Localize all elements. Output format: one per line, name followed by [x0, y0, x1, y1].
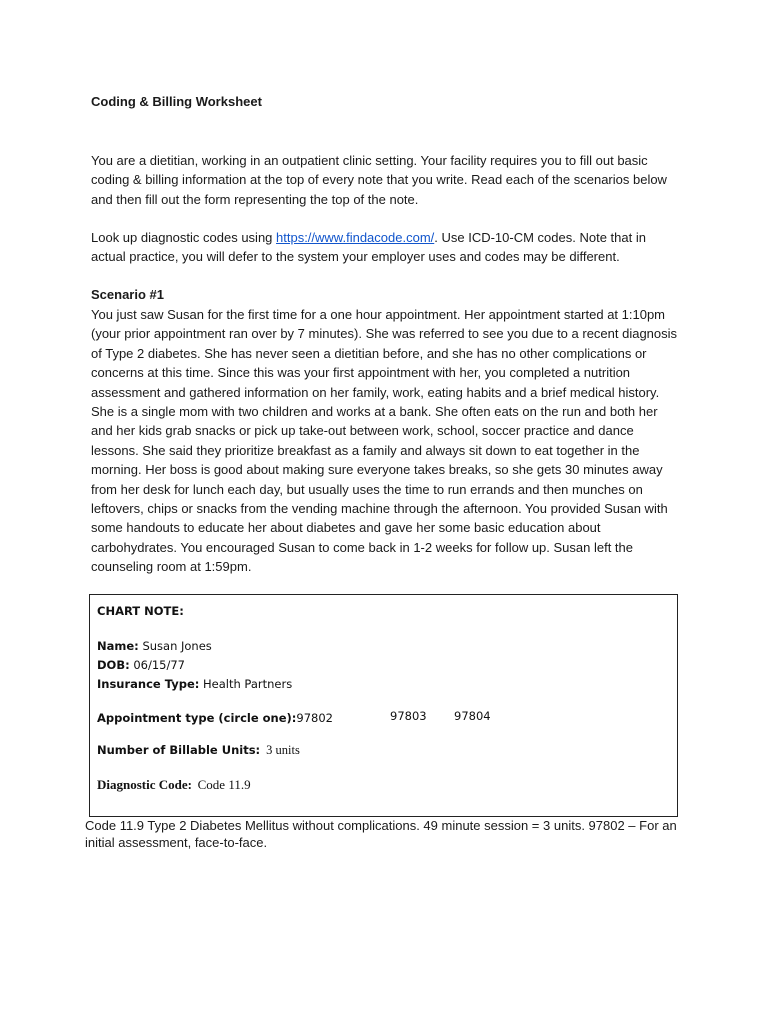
diagnostic-code-row — [97, 777, 251, 793]
scenario-heading: Scenario #1 — [91, 287, 164, 302]
dob-row — [97, 658, 185, 672]
billable-units-label: Number of Billable Units: — [97, 743, 261, 757]
insurance-value: Health Partners — [203, 677, 293, 691]
diagnostic-code-value: Code 11.9 — [197, 777, 251, 792]
insurance-row — [97, 677, 292, 691]
lookup-text-after: . Use ICD-10-CM codes. Note that in actual practice, you will defer to the system your employer uses and codes may be different. — [91, 230, 646, 265]
page-title: Coding & Billing Worksheet — [91, 94, 262, 109]
diagnostic-code-label: Diagnostic Code: — [97, 777, 192, 792]
appointment-option-97803[interactable]: 97803 — [390, 709, 427, 723]
name-value: Susan Jones — [142, 639, 212, 653]
appointment-option-97804[interactable]: 97804 — [454, 709, 491, 723]
dob-label: DOB: — [97, 658, 130, 672]
appointment-type-label: Appointment type (circle one): — [97, 711, 297, 725]
lookup-text-before: Look up diagnostic codes using — [91, 230, 277, 245]
intro-paragraph: You are a dietitian, working in an outpatient clinic setting. Your facility requires you to fill out basic coding & billing information at the top of every note that you write. Read each of the scenarios below and then fill out the form representing the top of the note. — [91, 153, 667, 207]
answer-explanation: Code 11.9 Type 2 Diabetes Mellitus without complications. 49 minute session = 3 units. 97802 – For an initial assessment, face-to-face. — [85, 818, 677, 850]
findacode-link[interactable]: https://www.findacode.com/ — [276, 230, 435, 245]
chart-note-box — [89, 594, 678, 817]
lookup-paragraph — [91, 228, 681, 267]
appointment-option-97802[interactable]: 97802 — [296, 711, 333, 725]
scenario-paragraph: You just saw Susan for the first time for a one hour appointment. Her appointment started at 1:10pm (your prior appointment ran over by 7 minutes). She was referred to see you due to a recent diagnosis of Type 2 diabetes. She has never seen a dietitian before, and she has no other complications or concerns at this time. Since this was your first appointment with her, you completed a nutrition assessment and gathered information on her family, work, eating habits and a brief medical history. She is a single mom with two children and works at a bank. She often eats on the run and both her and her kids grab snacks or pick up take-out between work, school, soccer practice and dance lessons. She said they prioritize breakfast as a family and always sit down to eat together in the morning. Her boss is good about making sure everyone takes breaks, so she gets 30 minutes away from her desk for lunch each day, but usually uses the time to run errands and then munches on leftovers, chips or snacks from the vending machine through the afternoon. You provided Susan with some handouts to educate her about diabetes and gave her some basic education about carbohydrates. You encouraged Susan to come back in 1-2 weeks for follow up. Susan left the counseling room at 1:59pm. — [91, 307, 678, 575]
billable-units-value: 3 units — [266, 743, 300, 757]
billable-units-row — [97, 743, 300, 758]
appointment-type-row — [97, 711, 333, 725]
chart-note-heading: CHART NOTE: — [97, 604, 184, 618]
dob-value: 06/15/77 — [133, 658, 185, 672]
insurance-label: Insurance Type: — [97, 677, 200, 691]
name-label: Name: — [97, 639, 139, 653]
name-row — [97, 639, 212, 653]
